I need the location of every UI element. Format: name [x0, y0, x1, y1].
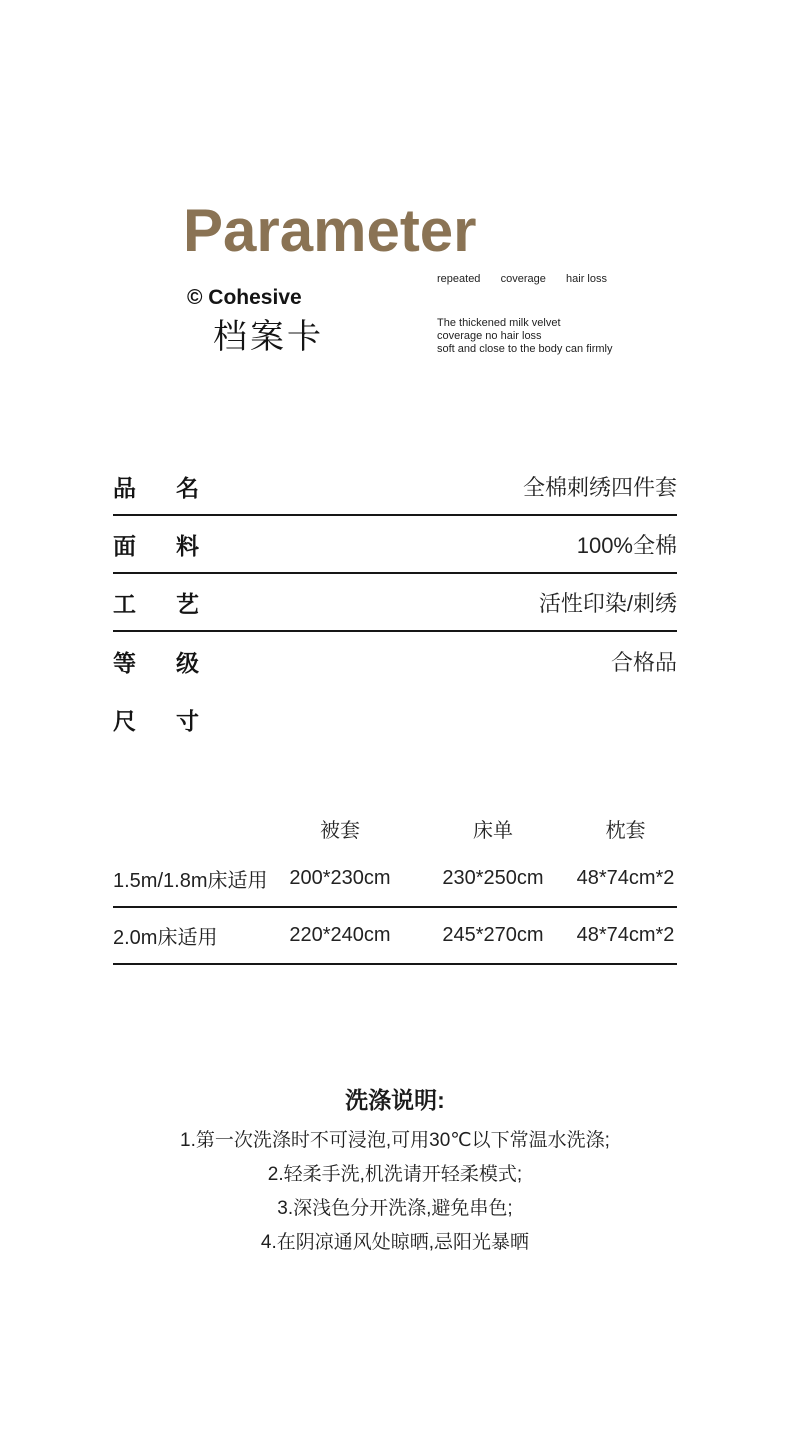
size-cell: 245*270cm [412, 907, 574, 964]
care-section [0, 1085, 790, 1260]
spec-value: 100%全棉 [576, 532, 677, 558]
size-row-label: 1.5m/1.8m床适用 [113, 850, 268, 907]
spec-row-size [113, 690, 677, 748]
care-item-2: 2.轻柔手洗,机洗请开轻柔模式; [267, 1164, 523, 1185]
description-line: coverage no hair loss [437, 330, 542, 342]
size-row-2.0m [113, 907, 677, 964]
size-header-pillowcase: 枕套 [605, 819, 646, 842]
size-header-sheet: 床单 [473, 819, 513, 842]
spec-label [113, 703, 199, 736]
spec-label-char: 级 [176, 649, 199, 676]
spec-label-char: 料 [176, 532, 199, 559]
size-cell: 230*250cm [412, 850, 574, 907]
size-row-label: 2.0m床适用 [113, 907, 268, 964]
spec-value: 全棉刺绣四件套 [522, 474, 677, 500]
spec-table [113, 458, 677, 748]
brand-label: © Cohesive [187, 286, 302, 309]
keyword-coverage: coverage [500, 273, 546, 285]
size-cell: 200*230cm [268, 850, 412, 907]
size-grid [113, 806, 677, 965]
spec-label-char: 品 [113, 474, 136, 501]
spec-label-char: 工 [113, 590, 136, 617]
size-header-duvet: 被套 [320, 819, 360, 842]
keyword-repeated: repeated [437, 273, 481, 285]
spec-row-fabric [113, 516, 677, 574]
spec-label [113, 586, 199, 619]
spec-label-char: 艺 [176, 590, 199, 617]
spec-row-grade [113, 632, 677, 690]
size-header-row [113, 806, 677, 850]
page-title: Parameter [183, 197, 477, 264]
subtitle-cn: 档案卡 [213, 318, 324, 356]
size-cell: 48*74cm*2 [574, 850, 677, 907]
spec-value: 合格品 [610, 649, 677, 675]
size-table [113, 806, 677, 965]
spec-label-char: 面 [113, 532, 136, 559]
keyword-list [437, 273, 607, 285]
spec-label-char: 寸 [176, 707, 199, 734]
spec-label-char: 尺 [113, 707, 136, 734]
care-item-3: 3.深浅色分开洗涤,避免串色; [277, 1198, 513, 1219]
care-item-1: 1.第一次洗涤时不可浸泡,可用30℃以下常温水洗涤; [180, 1130, 610, 1151]
size-row-1.5m [113, 850, 677, 907]
care-item-4: 4.在阴凉通风处晾晒,忌阳光暴晒 [260, 1232, 530, 1253]
description-line: The thickened milk velvet [437, 317, 561, 329]
spec-label [113, 645, 199, 678]
spec-label [113, 470, 199, 503]
keyword-hair-loss: hair loss [566, 273, 607, 285]
size-cell: 48*74cm*2 [574, 907, 677, 964]
spec-value: 活性印染/刺绣 [538, 590, 677, 616]
size-cell: 220*240cm [268, 907, 412, 964]
size-header-empty [113, 806, 268, 850]
care-title: 洗涤说明: [345, 1087, 445, 1113]
spec-row-craft [113, 574, 677, 632]
spec-label-char: 等 [113, 649, 136, 676]
description-block [437, 317, 612, 356]
spec-label [113, 528, 199, 561]
spec-row-product-name [113, 458, 677, 516]
description-line: soft and close to the body can firmly [437, 343, 613, 355]
spec-label-char: 名 [176, 474, 199, 501]
